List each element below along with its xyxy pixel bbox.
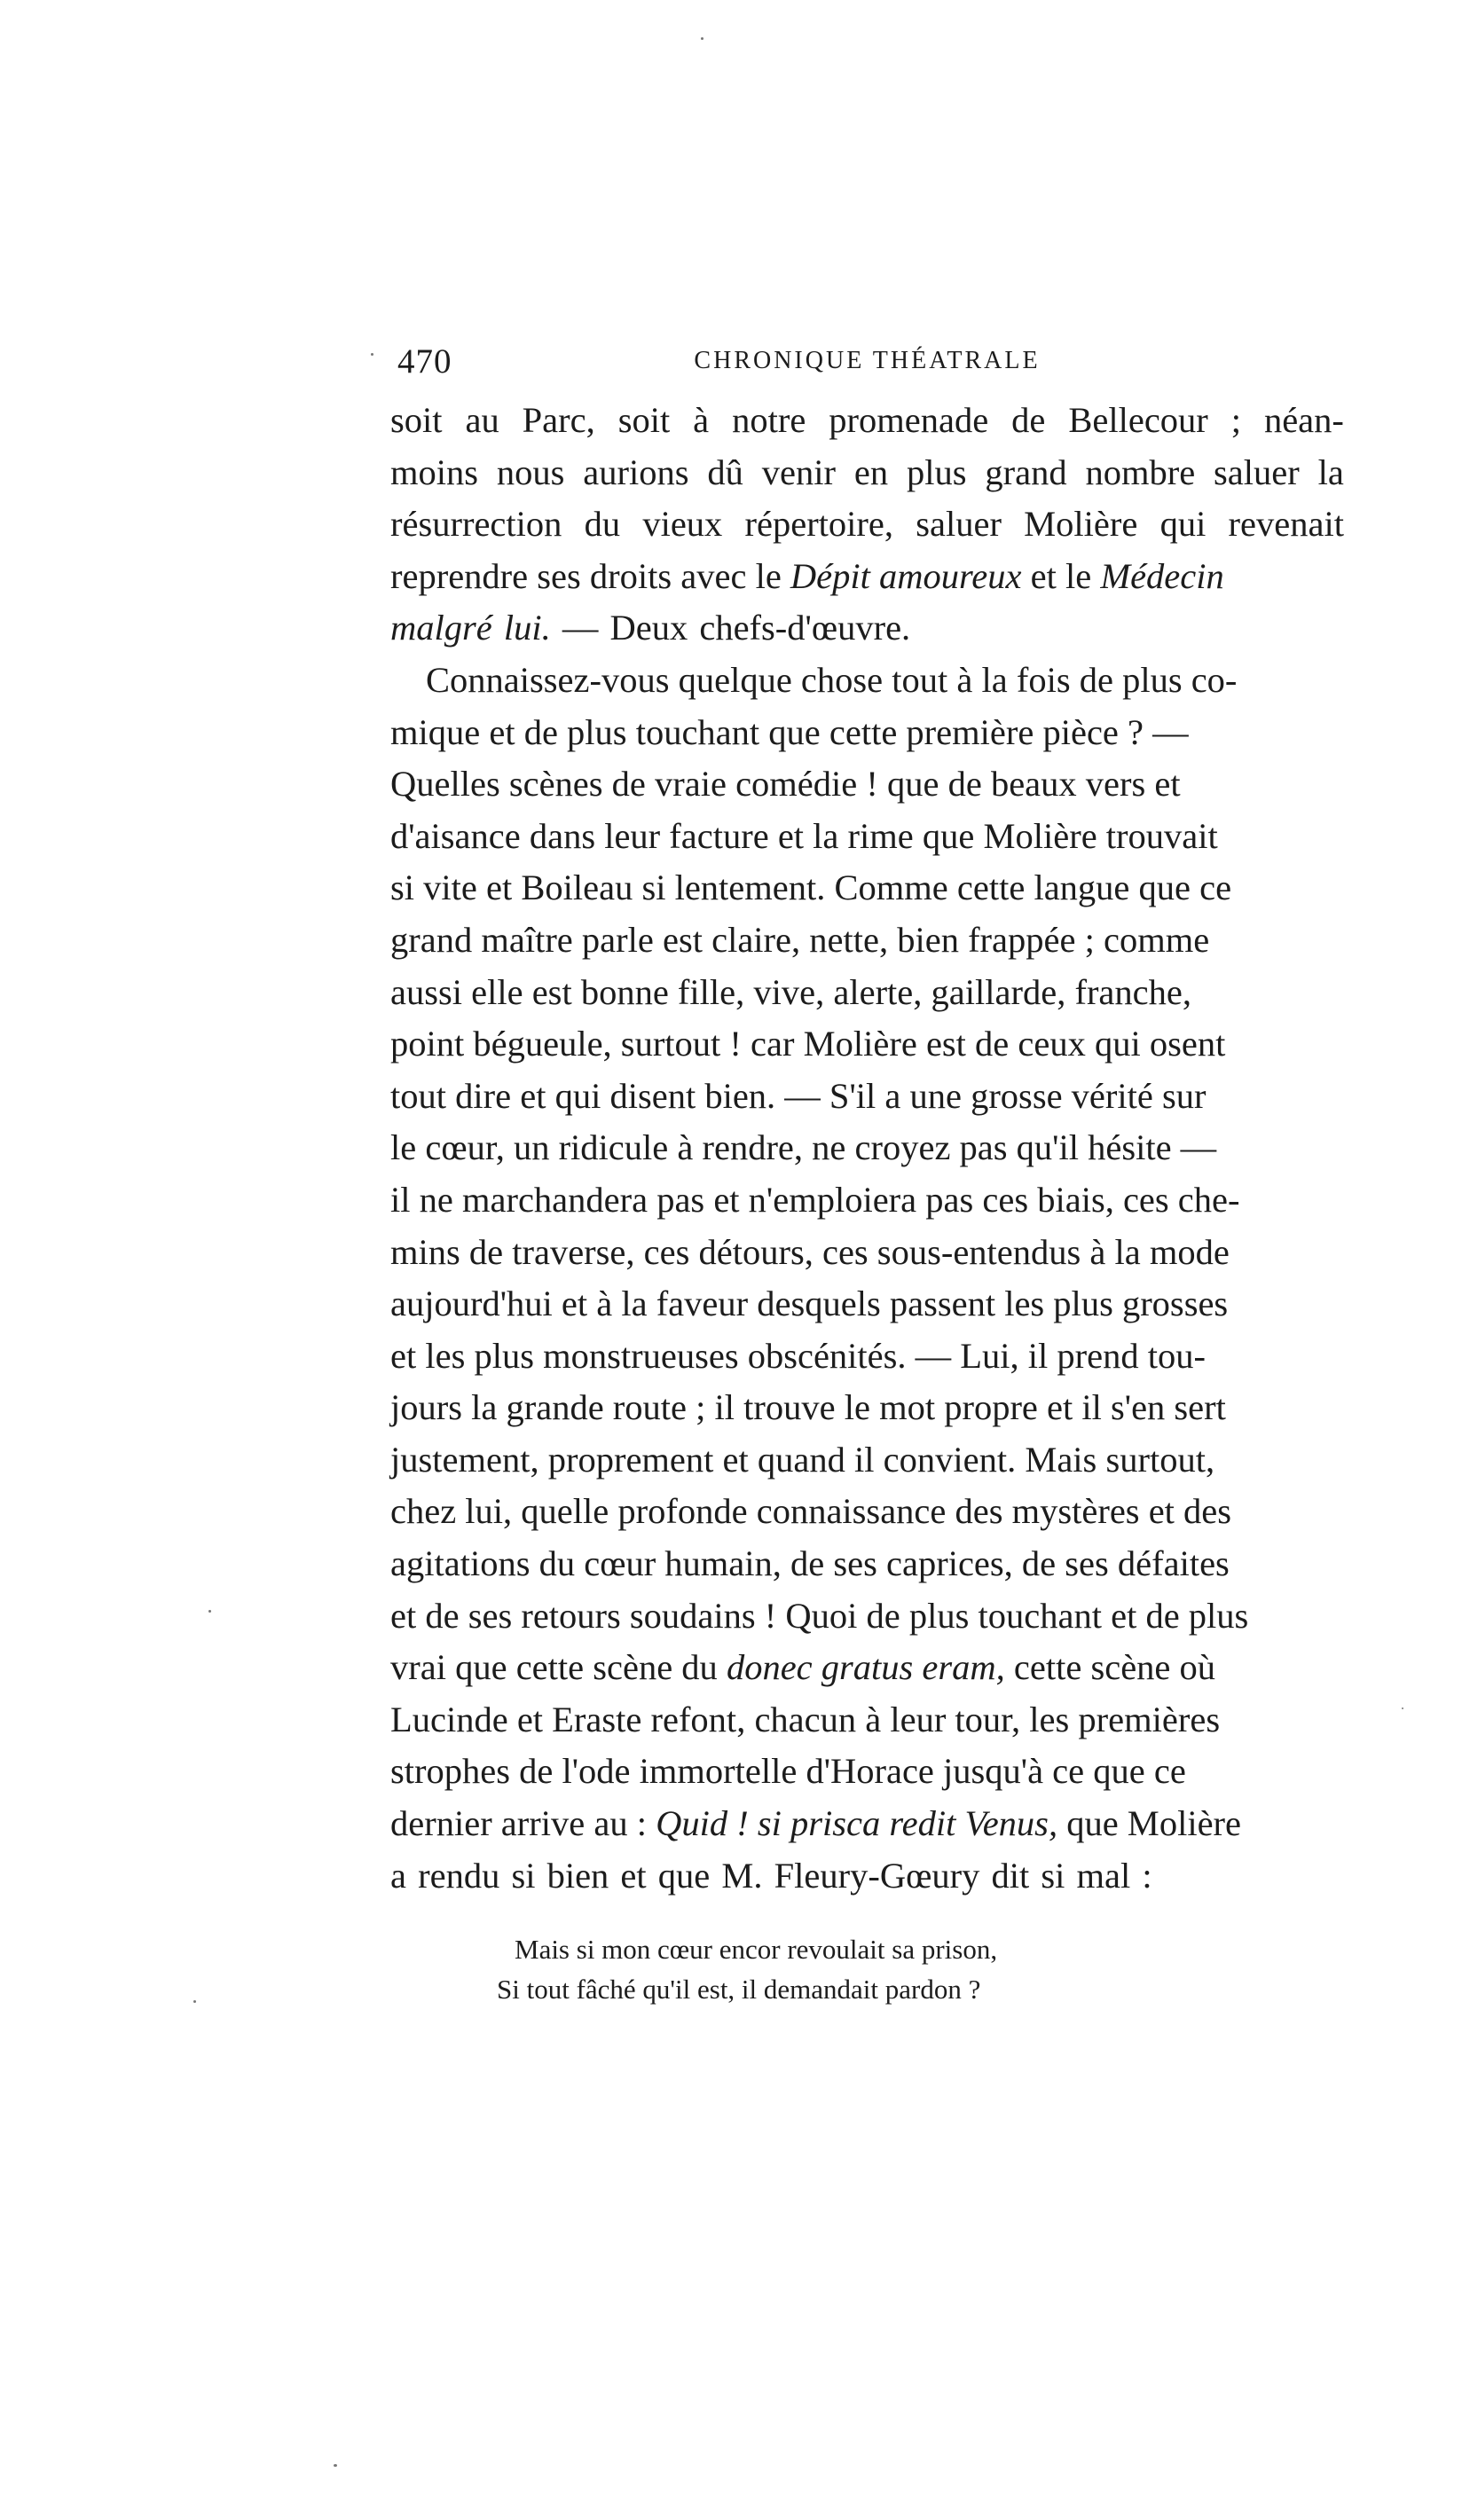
page-number: 470 — [397, 342, 452, 381]
word: revenait — [1228, 504, 1344, 545]
text-line: justement, proprement et quand il convient. Mais surtout, — [390, 1439, 1215, 1480]
verse-line: Mais si mon cœur encor revoulait sa prison, — [515, 1934, 998, 1965]
word: dû — [707, 451, 743, 492]
scan-speck — [701, 37, 703, 40]
word: venir — [761, 451, 836, 492]
word: saluer — [1214, 451, 1300, 492]
word: en — [853, 451, 889, 492]
text-line: agitations du cœur humain, de ses caprices, de ses défaites — [390, 1543, 1230, 1584]
text-line: reprendre ses droits avec le Dépit amoureux et le Médecin — [390, 555, 1224, 596]
text-line: chez lui, quelle profonde connaissance des mystères et des — [390, 1491, 1232, 1532]
word: vieux — [642, 504, 723, 545]
text-line: point bégueule, surtout ! car Molière est de ceux qui osent — [390, 1024, 1226, 1064]
scan-speck — [208, 1610, 211, 1613]
paragraph-2 — [390, 655, 1344, 1902]
word: promenade — [829, 400, 989, 440]
text-line — [390, 499, 1344, 551]
text-line: si vite et Boileau si lentement. Comme cette langue que ce — [390, 867, 1232, 908]
page-header — [390, 341, 1344, 395]
word: saluer — [916, 504, 1002, 545]
text-line: Connaissez-vous quelque chose tout à la fois de plus co- — [426, 659, 1238, 700]
word: au — [465, 400, 499, 440]
word: néan- — [1263, 400, 1344, 440]
word: aurions — [583, 451, 689, 492]
word: ; — [1230, 400, 1241, 440]
latin-quote: Quid ! si prisca redit Venus, — [656, 1803, 1058, 1844]
text-line: d'aisance dans leur facture et la rime que Molière trouvait — [390, 815, 1218, 856]
word: Parc, — [522, 400, 595, 440]
running-title: CHRONIQUE THÉATRALE — [694, 347, 1041, 374]
word: Bellecour — [1068, 400, 1208, 440]
text-line: tout dire et qui disent bien. — S'il a une grosse vérité sur — [390, 1075, 1207, 1116]
word: grand — [985, 451, 1067, 492]
scan-speck — [193, 2000, 196, 2003]
scan-speck — [371, 353, 373, 356]
text-line: a rendu si bien et que M. Fleury-Gœury dit si mal : — [390, 1855, 1152, 1896]
word: notre — [732, 400, 806, 440]
text-line: mique et de plus touchant que cette première pièce ? — — [390, 711, 1189, 752]
text-line: Lucinde et Eraste refont, chacun à leur tour, les premières — [390, 1699, 1221, 1739]
text-line: et les plus monstrueuses obscénités. — Lui, il prend tou- — [390, 1335, 1206, 1376]
text-line: dernier arrive au : Quid ! si prisca redit Venus, que Molière — [390, 1803, 1242, 1844]
word: moins — [390, 451, 479, 492]
text-line: il ne marchandera pas et n'emploiera pas ces biais, ces che- — [390, 1179, 1240, 1220]
verse-line: Si tout fâché qu'il est, il demandait pardon ? — [497, 1974, 981, 2005]
text-line: vrai que cette scène du donec gratus eram, cette scène où — [390, 1647, 1216, 1688]
text-line: grand maître parle est claire, nette, bien frappée ; comme — [390, 919, 1210, 960]
word: du — [584, 504, 621, 545]
italic-title: Dépit amoureux — [790, 555, 1022, 596]
paragraph-1 — [390, 395, 1344, 655]
text-line: strophes de l'ode immortelle d'Horace jusqu'à ce que ce — [390, 1751, 1186, 1792]
scan-speck — [334, 2464, 337, 2467]
text-line — [390, 395, 1344, 447]
text-line: le cœur, un ridicule à rendre, ne croyez pas qu'il hésite — — [390, 1127, 1217, 1168]
text-line: aussi elle est bonne fille, vive, alerte, gaillarde, franche, — [390, 971, 1191, 1012]
word: plus — [906, 451, 967, 492]
word: Molière — [1024, 504, 1138, 545]
word: de — [1011, 400, 1046, 440]
word: répertoire, — [744, 504, 894, 545]
word: soit — [390, 400, 443, 440]
italic-title: Médecin — [1100, 555, 1224, 596]
text-line — [390, 447, 1344, 499]
text-line: mins de traverse, ces détours, ces sous-entendus à la mode — [390, 1231, 1230, 1272]
italic-title: malgré lui. — [390, 608, 551, 648]
word: soit — [617, 400, 671, 440]
word: la — [1317, 451, 1344, 492]
word: résurrection — [390, 504, 562, 545]
text-line: jours la grande route ; il trouve le mot propre et il s'en sert — [390, 1387, 1226, 1428]
word: qui — [1159, 504, 1207, 545]
latin-quote: donec gratus eram, — [726, 1647, 1005, 1688]
verse-quotation — [497, 1929, 1224, 2009]
word: nombre — [1085, 451, 1196, 492]
word: nous — [496, 451, 565, 492]
text-line: malgré lui. — Deux chefs-d'œuvre. — [390, 608, 911, 648]
text-line: aujourd'hui et à la faveur desquels passent les plus grosses — [390, 1284, 1229, 1324]
body-text — [390, 395, 1344, 1902]
text-line: Quelles scènes de vraie comédie ! que de beaux vers et — [390, 764, 1181, 805]
scan-speck — [1402, 1707, 1403, 1709]
word: à — [693, 400, 710, 440]
text-line: et de ses retours soudains ! Quoi de plus touchant et de plus — [390, 1595, 1249, 1636]
